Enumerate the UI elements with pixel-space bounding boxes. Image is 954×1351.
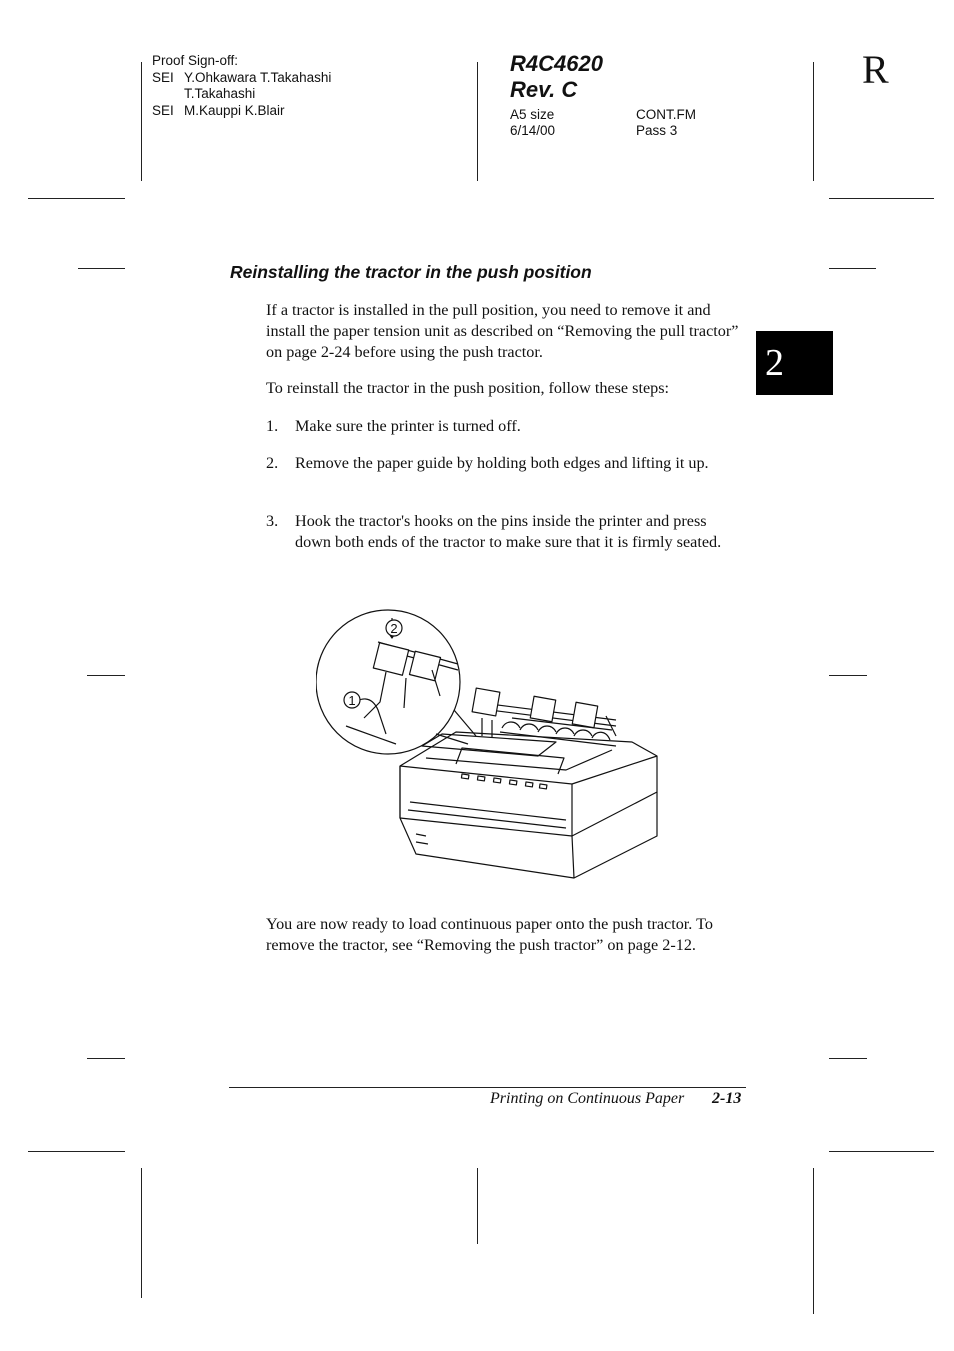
crop-mark: [829, 1151, 934, 1152]
crop-mark: [141, 62, 142, 181]
document-title: [510, 51, 603, 103]
lead-paragraph: To reinstall the tractor in the push position, follow these steps:: [266, 379, 670, 397]
crop-mark: [78, 268, 125, 269]
crop-mark: [28, 1151, 125, 1152]
proof-names: Y.Ohkawara T.Takahashi: [184, 69, 332, 85]
proof-tag: SEI: [152, 69, 174, 85]
proof-row: [152, 70, 331, 87]
chapter-tab: 2: [756, 331, 833, 395]
crop-mark: [141, 1168, 142, 1298]
tractor-unit: [472, 688, 616, 738]
step-item: [266, 453, 746, 474]
document-revision: Rev. C: [510, 77, 578, 102]
section-heading: Reinstalling the tractor in the push position: [230, 262, 592, 282]
crop-mark: [477, 62, 478, 181]
step-text: Make sure the printer is turned off.: [295, 417, 521, 435]
proof-signoff: [152, 53, 331, 119]
crop-mark: [813, 62, 814, 181]
corner-letter: R: [862, 47, 889, 92]
callout-label-1: 1: [348, 693, 356, 708]
step-number: 1.: [266, 417, 279, 435]
crop-mark: [28, 198, 125, 199]
page-number: 2-13: [712, 1090, 742, 1107]
crop-mark: [87, 675, 125, 676]
step-item: [266, 416, 746, 437]
meta-file: CONT.FM: [636, 107, 696, 122]
proof-row: [152, 86, 331, 103]
printer-body: [400, 732, 657, 878]
footer-rule: [229, 1087, 746, 1088]
crop-mark: [829, 198, 934, 199]
proof-title: Proof Sign-off:: [152, 53, 239, 68]
meta-pass: Pass 3: [636, 123, 678, 138]
crop-mark: [477, 1168, 478, 1244]
crop-mark: [829, 675, 867, 676]
step-item: [266, 511, 746, 553]
meta-size: A5 size: [510, 107, 555, 122]
closing-paragraph: You are now ready to load continuous paper onto the push tractor. To remove the tractor, see “Removing the push tractor” on page 2-12.: [266, 915, 713, 954]
crop-mark: [813, 1168, 814, 1314]
crop-mark: [829, 268, 876, 269]
meta-date: 6/14/00: [510, 123, 556, 138]
crop-mark: [87, 1058, 125, 1059]
footer-chapter-title: Printing on Continuous Paper: [490, 1090, 685, 1107]
step-text: Hook the tractor's hooks on the pins inside the printer and press down both ends of the tractor to make sure that it is firmly seated.: [295, 512, 722, 551]
intro-paragraph: If a tractor is installed in the pull position, you need to remove it and install the paper tension unit as described on “Removing the pull tractor” on page 2-24 before using the push tractor.: [266, 301, 739, 361]
proof-names: T.Takahashi: [184, 86, 256, 101]
printer-tractor-illustration: [316, 606, 661, 886]
proof-row: [152, 103, 331, 120]
step-number: 3.: [266, 512, 279, 530]
proof-names: M.Kauppi K.Blair: [184, 102, 285, 118]
proof-tag: [152, 86, 184, 103]
document-code: R4C4620: [510, 51, 603, 76]
proof-tag: SEI: [152, 102, 174, 118]
step-number: 2.: [266, 454, 279, 472]
crop-mark: [829, 1058, 867, 1059]
callout-label-2: 2: [390, 621, 398, 636]
step-text: Remove the paper guide by holding both edges and lifting it up.: [295, 454, 709, 472]
